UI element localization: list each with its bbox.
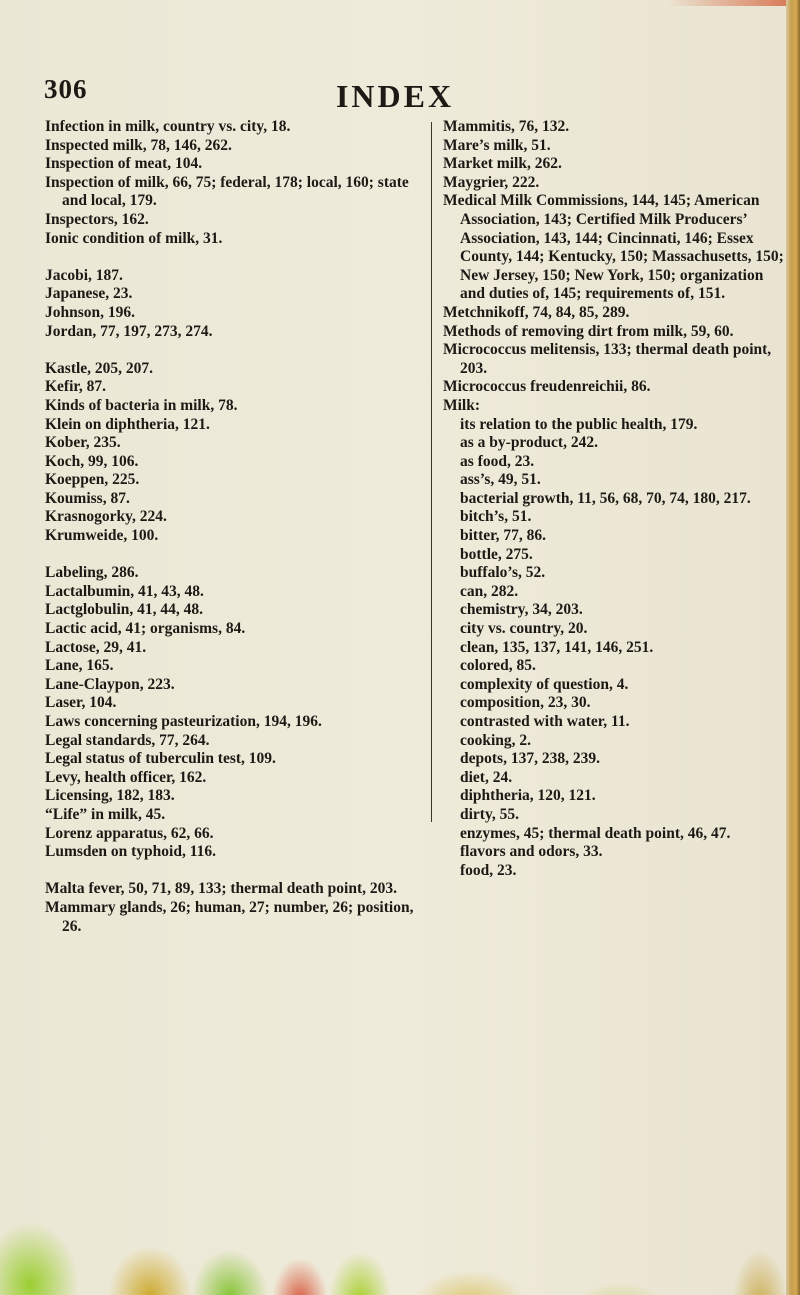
index-entry: Lactglobulin, 41, 44, 48. — [45, 601, 204, 619]
column-divider — [431, 122, 432, 822]
index-entry: Infection in milk, country vs. city, 18. — [45, 118, 291, 135]
index-subentry: diet, 24. — [460, 768, 513, 786]
index-subentry: composition, 23, 30. — [460, 694, 591, 712]
index-entry: Levy, health officer, 162. — [45, 768, 207, 786]
index-entry: Kastle, 205, 207. — [45, 359, 154, 377]
index-subentry: clean, 135, 137, 141, 146, 251. — [460, 638, 654, 656]
index-entry: Japanese, 23. — [45, 285, 133, 303]
bottom-stain — [0, 1115, 790, 1295]
index-entry: Malta fever, 50, 71, 89, 133; thermal death point, 203. — [45, 880, 398, 898]
index-subentry: ass’s, 49, 51. — [460, 471, 541, 489]
index-entry: Kinds of bacteria in milk, 78. — [45, 396, 238, 414]
index-entry: Klein on diphtheria, 121. — [45, 415, 210, 433]
index-entry: Koch, 99, 106. — [45, 452, 139, 470]
index-subentry: bacterial growth, 11, 56, 68, 70, 74, 180, 217. — [460, 489, 751, 507]
index-entry: Inspected milk, 78, 146, 262. — [45, 136, 232, 154]
page-title: INDEX — [335, 78, 455, 114]
index-entry: Laser, 104. — [45, 694, 117, 712]
index-entry: Lumsden on typhoid, 116. — [45, 843, 216, 861]
index-subentry: its relation to the public health, 179. — [460, 415, 698, 433]
index-subentry: bitter, 77, 86. — [460, 527, 546, 545]
index-subentry: can, 282. — [460, 582, 519, 600]
index-entry: Market milk, 262. — [443, 155, 562, 173]
index-subentry: flavors and odors, 33. — [460, 843, 603, 861]
index-entry: Johnson, 196. — [45, 303, 136, 321]
index-subentry: food, 23. — [460, 861, 517, 879]
index-entry: Milk: — [443, 396, 481, 414]
index-entry: Labeling, 286. — [45, 564, 139, 582]
page-number: 306 — [44, 74, 88, 104]
index-entry: Lactic acid, 41; organisms, 84. — [45, 620, 246, 638]
index-entry: Kefir, 87. — [45, 378, 106, 396]
index-entry: Krasnogorky, 224. — [45, 508, 167, 526]
index-entry: Mammitis, 76, 132. — [443, 118, 570, 135]
index-entry: Legal status of tuberculin test, 109. — [45, 750, 276, 768]
index-left-column — [45, 118, 425, 936]
entry-gap — [45, 862, 425, 881]
index-subentry: buffalo’s, 52. — [460, 564, 546, 582]
index-entry: Metchnikoff, 74, 84, 85, 289. — [443, 303, 630, 321]
index-entry: Laws concerning pasteurization, 194, 196. — [45, 713, 322, 730]
entry-gap — [45, 546, 425, 565]
index-entry: Koumiss, 87. — [45, 489, 130, 507]
index-entry: Krumweide, 100. — [45, 527, 159, 545]
index-entry: Koeppen, 225. — [45, 471, 140, 489]
page-edge-stain — [666, 0, 786, 6]
entry-gap — [45, 341, 425, 360]
index-entry: Licensing, 182, 183. — [45, 787, 175, 805]
index-entry: Medical Milk Commissions, 144, 145; American Association, 143; Certified Milk Producers’ Association, 143, 144; Cincinnati, 146; Essex County, 144; Kentucky, 150; Massachusetts, 150; New Jersey, 150; New York, 150; organization and duties of, 145; requirements of, 151. — [443, 192, 784, 303]
index-entry: Inspection of meat, 104. — [45, 155, 203, 173]
index-subentry: colored, 85. — [460, 657, 536, 675]
index-entry: “Life” in milk, 45. — [45, 805, 166, 823]
index-entry: Lactose, 29, 41. — [45, 638, 147, 656]
index-subentry: depots, 137, 238, 239. — [460, 750, 600, 768]
index-entry: Mare’s milk, 51. — [443, 136, 551, 154]
index-entry: Jacobi, 187. — [45, 266, 123, 284]
index-subentry: complexity of question, 4. — [460, 675, 629, 693]
index-subentry: cooking, 2. — [460, 731, 532, 749]
index-entry: Lane-Claypon, 223. — [45, 675, 175, 693]
index-subentry: diphtheria, 120, 121. — [460, 787, 596, 805]
index-subentry: contrasted with water, 11. — [460, 713, 630, 730]
index-entry: Mammary glands, 26; human, 27; number, 26; position, 26. — [45, 898, 414, 935]
index-entry: Inspectors, 162. — [45, 210, 149, 228]
index-entry: Micrococcus melitensis, 133; thermal death point, 203. — [443, 341, 772, 377]
index-subentry: dirty, 55. — [460, 805, 519, 823]
index-entry: Legal standards, 77, 264. — [45, 731, 210, 749]
entry-gap — [45, 248, 425, 267]
index-entry: Lorenz apparatus, 62, 66. — [45, 824, 214, 842]
index-right-column — [443, 118, 788, 880]
index-subentry: bottle, 275. — [460, 545, 533, 563]
index-subentry: as a by-product, 242. — [460, 434, 598, 452]
index-entry: Micrococcus freudenreichii, 86. — [443, 378, 651, 396]
index-entry: Lactalbumin, 41, 43, 48. — [45, 582, 204, 600]
index-entry: Kober, 235. — [45, 434, 121, 452]
index-subentry: bitch’s, 51. — [460, 508, 532, 526]
index-subentry: as food, 23. — [460, 452, 535, 470]
index-entry: Lane, 165. — [45, 657, 114, 675]
index-entry: Jordan, 77, 197, 273, 274. — [45, 322, 213, 340]
index-entry: Maygrier, 222. — [443, 173, 540, 191]
index-subentry: city vs. country, 20. — [460, 620, 588, 638]
index-entry: Methods of removing dirt from milk, 59, 60. — [443, 322, 734, 340]
index-entry: Inspection of milk, 66, 75; federal, 178; local, 160; state and local, 179. — [45, 173, 409, 210]
page-edge — [786, 0, 800, 1295]
index-entry: Ionic condition of milk, 31. — [45, 229, 223, 247]
index-subentry: enzymes, 45; thermal death point, 46, 47. — [460, 824, 731, 842]
index-subentry: chemistry, 34, 203. — [460, 601, 583, 619]
